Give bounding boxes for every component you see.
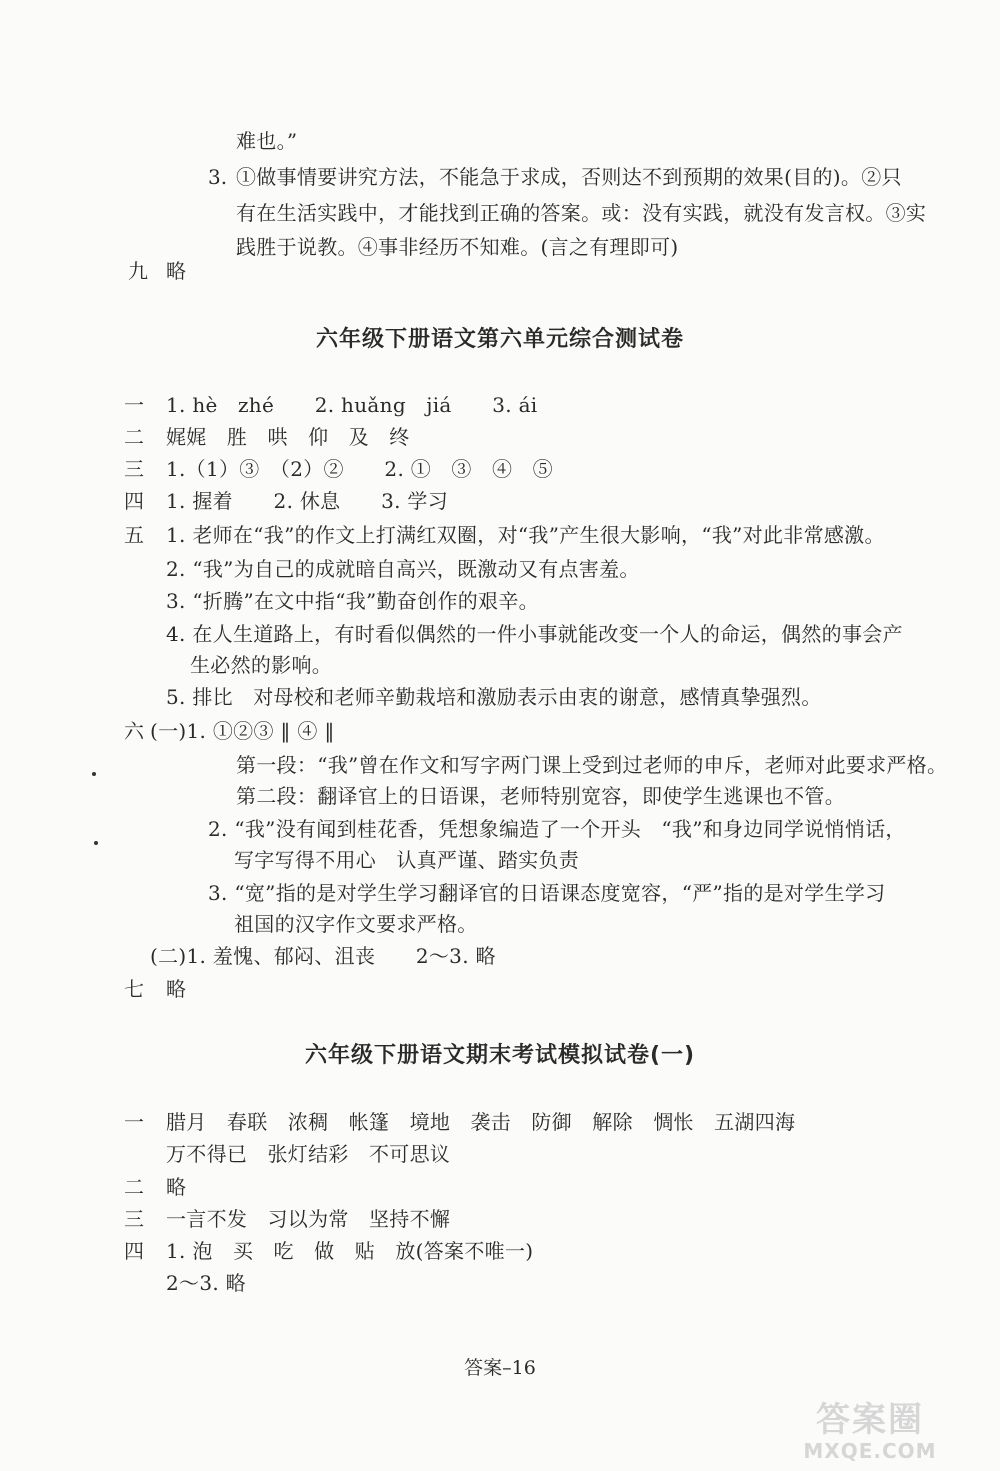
section-label: 三 [124,457,144,481]
answer-line: 腊月 春联 浓稠 帐篷 境地 袭击 防御 解除 惆怅 五湖四海 [166,1110,796,1134]
answer-line: ①做事情要讲究方法，不能急于求成，否则达不到预期的效果(目的)。②只 [236,165,902,189]
answer-line: 略 [166,259,187,283]
answer-line: 2. “我”为自己的成就暗自高兴，既激动又有点害羞。 [166,557,640,581]
answer-line: 有在生活实践中，才能找到正确的答案。或：没有实践，就没有发言权。③实 [236,201,927,225]
answer-line: 1. 泡 买 吃 做 贴 放(答案不唯一) [166,1239,534,1263]
answer-line: 祖国的汉字作文要求严格。 [234,912,478,936]
section-label: 一 [124,393,144,417]
section-label: 五 [124,523,144,547]
section-label: 四 [124,1239,144,1263]
answer-line: 第一段：“我”曾在作文和写字两门课上受到过老师的申斥，老师对此要求严格。 [236,753,948,777]
answer-line: 2～3. 略 [166,1271,246,1295]
watermark-url: MXQE.COM [803,1439,937,1463]
watermark-logo [770,1400,970,1464]
section-label: 六 [124,719,144,743]
scan-dot [92,772,96,776]
answer-line: 5. 排比 对母校和老师辛勤栽培和激励表示由衷的谢意，感情真挚强烈。 [166,685,822,709]
answer-line: 1. 老师在“我”的作文上打满红双圈，对“我”产生很大影响，“我”对此非常感激。 [166,523,885,547]
answer-line: 3. “折腾”在文中指“我”勤奋创作的艰辛。 [166,589,539,613]
answer-line: 略 [166,1175,187,1199]
answer-line: 1.（1）③ （2）② 2. ① ③ ④ ⑤ [166,457,553,481]
answer-line: 2. “我”没有闻到桂花香，凭想象编造了一个开头 “我”和身边同学说悄悄话， [208,817,906,841]
answer-line: 万不得已 张灯结彩 不可思议 [166,1142,451,1166]
section-label: 二 [124,1175,144,1199]
watermark-text: 答案圈 [816,1400,924,1440]
answer-line: 3. “宽”指的是对学生学习翻译官的日语课态度宽容，“严”指的是对学生学习 [208,881,886,905]
answer-line: 写字写得不用心 认真严谨、踏实负责 [234,848,580,872]
answer-line: 一言不发 习以为常 坚持不懈 [166,1207,451,1231]
section-label: 七 [124,977,144,1001]
answer-line: 生必然的影响。 [190,653,333,677]
answer-line: 略 [166,977,187,1001]
answer-line: (一)1. ①②③ ‖ ④ ‖ [150,719,335,743]
scan-dot [94,841,98,845]
answer-line: 1. 握着 2. 休息 3. 学习 [166,489,449,513]
answer-line: 1. hè zhé 2. huǎng jiá 3. ái [166,393,538,417]
answer-line: 第二段：翻译官上的日语课，老师特别宽容，即使学生逃课也不管。 [236,784,845,808]
item-number: 3. [208,165,228,189]
section-label: 三 [124,1207,144,1231]
continued-text: 难也。” [236,129,298,153]
answer-line: 践胜于说教。④事非经历不知难。(言之有理即可) [236,235,679,259]
section-label: 九 [128,259,148,283]
answer-line: 4. 在人生道路上，有时看似偶然的一件小事就能改变一个人的命运，偶然的事会产 [166,622,903,646]
section-title: 六年级下册语文第六单元综合测试卷 [315,327,684,352]
section-label: 四 [124,489,144,513]
answer-line: (二)1. 羞愧、郁闷、沮丧 2～3. 略 [150,944,496,968]
answer-line: 娓娓 胜 哄 仰 及 终 [166,425,410,449]
section-label: 二 [124,425,144,449]
section-title: 六年级下册语文期末考试模拟试卷(一) [304,1043,696,1068]
section-label: 一 [124,1110,144,1134]
page-number: 答案–16 [464,1357,536,1379]
